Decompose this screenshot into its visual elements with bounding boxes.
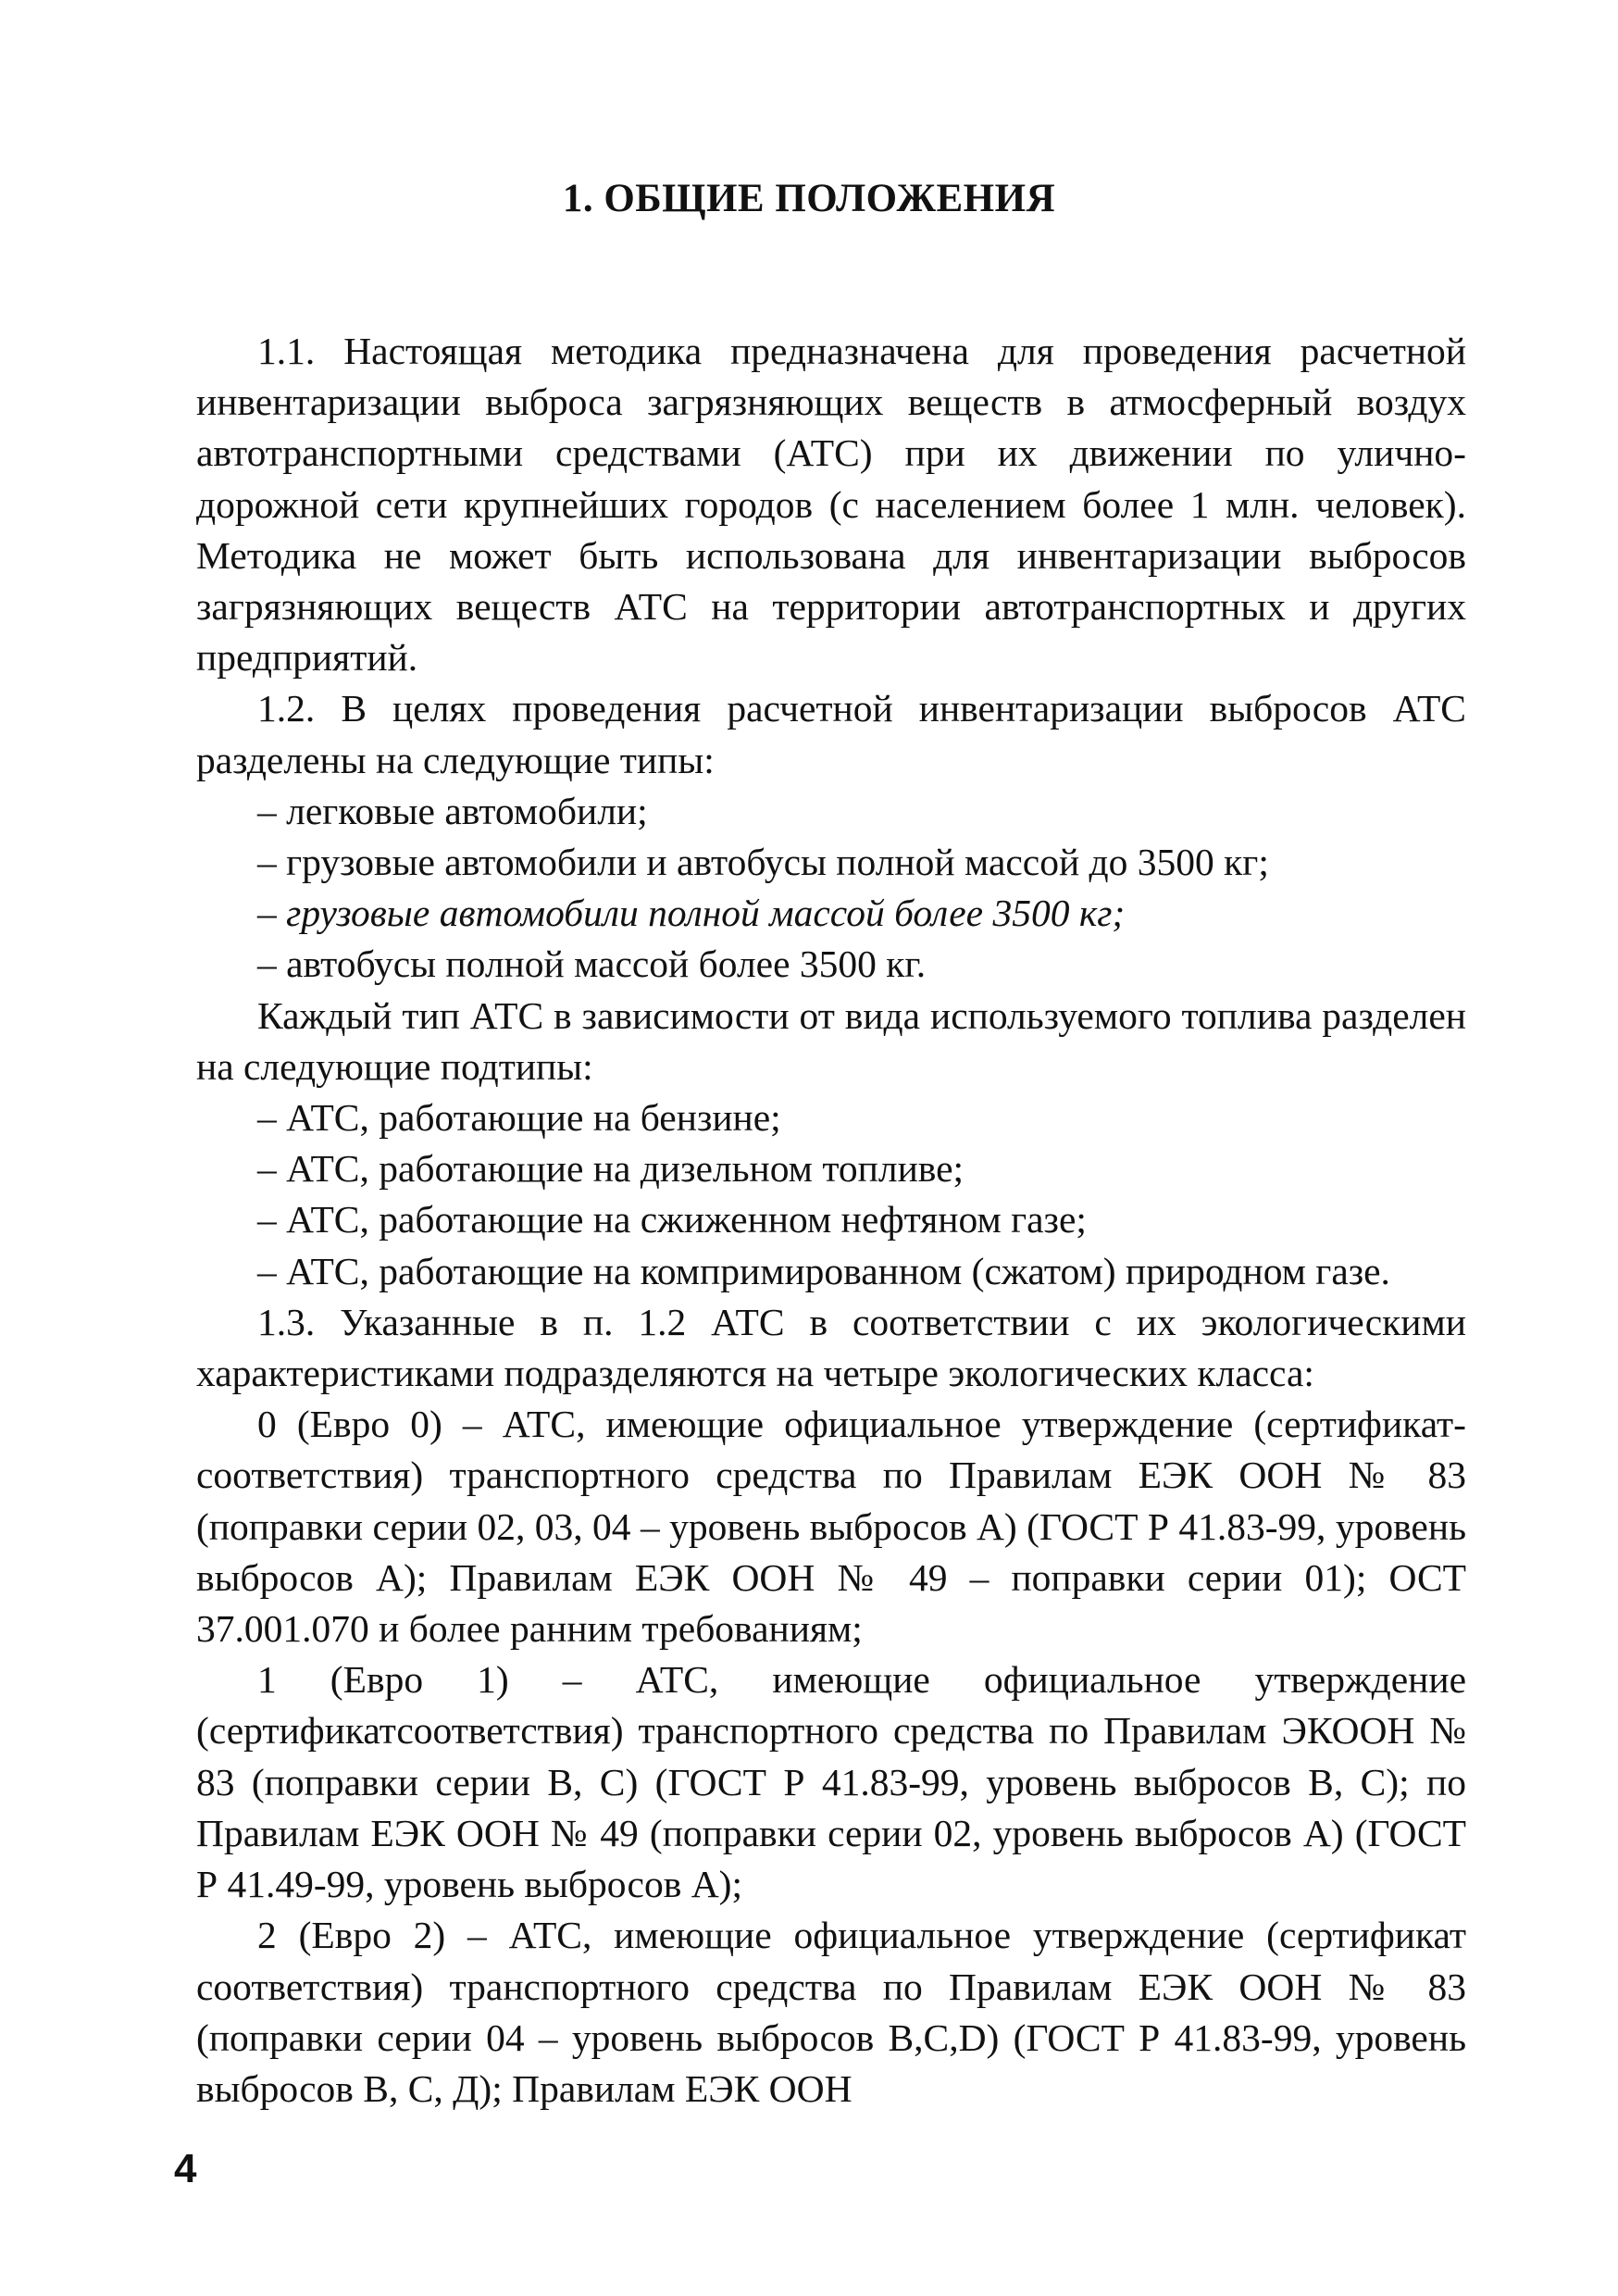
type-item-passenger: – легковые автомобили; bbox=[257, 789, 648, 832]
eco-class-0: 0 (Евро 0) – АТС, имеющие официальное утверждение (сертификат-соответствия) транспортного средства по Правилам ЕЭК ООН № 83 (поправки серии 02, 03, 04 – уровень выбросов А) (ГОСТ Р 41.83-99, уровень выбросов А); Правилам ЕЭК ООН № 49 – поправки серии 01); ОСТ 37.001.070 и более ранним требованиям; bbox=[196, 1403, 1466, 1651]
paragraph-1-1: 1.1. Настоящая методика предназначена для проведения расчетной инвентаризации выброса загрязняющих веществ в атмосферный воздух автотранспортными средствами (АТС) при их движении по улично-дорожной сети крупнейших городов (с населением более 1 млн. человек). Методика не может быть использована для инвентаризации выбросов загрязняющих веществ АТС на территории автотранспортных и других предприятий. bbox=[196, 330, 1466, 680]
paragraph-1-2: 1.2. В целях проведения расчетной инвентаризации выбросов АТС разделены на следующие типы: bbox=[196, 687, 1466, 781]
subtype-item-cng: – АТС, работающие на компримированном (сжатом) природном газе. bbox=[257, 1249, 1390, 1292]
eco-class-1: 1 (Евро 1) – АТС, имеющие официальное утверждение (сертификатсоответствия) транспортного средства по Правилам ЭКООН № 83 (поправки серии В, С) (ГОСТ Р 41.83-99, уровень выбросов В, С); по Правилам ЕЭК ООН № 49 (поправки серии 02, уровень выбросов А) (ГОСТ Р 41.49-99, уровень выбросов А); bbox=[196, 1658, 1466, 1906]
section-heading: 1. ОБЩИЕ ПОЛОЖЕНИЯ bbox=[562, 177, 1056, 220]
subtypes-intro: Каждый тип АТС в зависимости от вида используемого топлива разделен на следующие подтипы: bbox=[196, 993, 1466, 1088]
subtype-item-diesel: – АТС, работающие на дизельном топливе; bbox=[257, 1147, 965, 1191]
paragraph-1-3: 1.3. Указанные в п. 1.2 АТС в соответствии с их экологическими характеристиками подразделяются на четыре экологических класса: bbox=[196, 1300, 1466, 1395]
type-item-light-trucks: – грузовые автомобили и автобусы полной массой до 3500 кг; bbox=[257, 841, 1269, 884]
eco-class-2: 2 (Евро 2) – АТС, имеющие официальное утверждение (сертификат соответствия) транспортного средства по Правилам ЕЭК ООН № 83 (поправки серии 04 – уровень выбросов В,С,D) (ГОСТ Р 41.83-99, уровень выбросов В, С, Д); Правилам ЕЭК ООН bbox=[196, 1914, 1466, 2110]
section-body bbox=[196, 326, 1466, 2115]
subtype-item-gasoline: – АТС, работающие на бензине; bbox=[257, 1096, 781, 1140]
type-item-buses: – автобусы полной массой более 3500 кг. bbox=[257, 942, 927, 986]
page-number: 4 bbox=[174, 2146, 197, 2191]
type-item-heavy-trucks: – грузовые автомобили полной массой более 3500 кг; bbox=[257, 892, 1126, 935]
subtype-item-lpg: – АТС, работающие на сжиженном нефтяном газе; bbox=[257, 1198, 1087, 1242]
